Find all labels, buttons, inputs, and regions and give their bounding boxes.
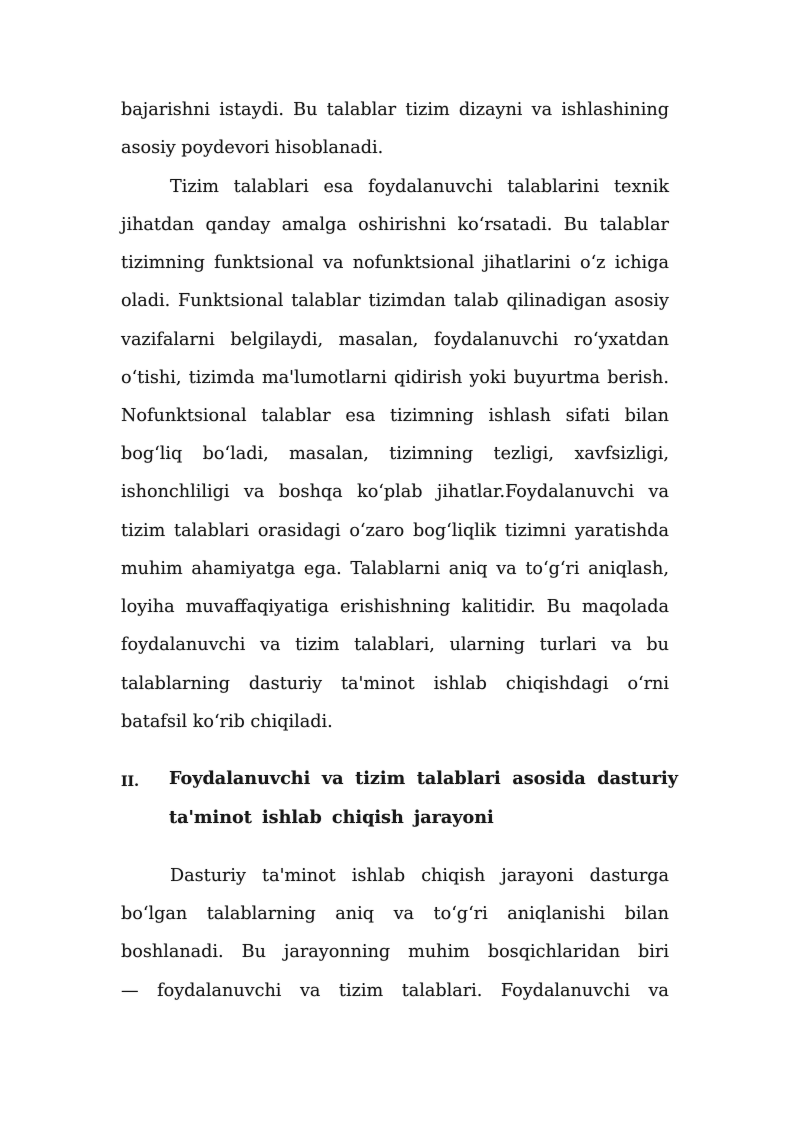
paragraph-line <box>121 443 669 465</box>
word: asosiy <box>614 291 669 311</box>
word: talablari <box>174 521 250 541</box>
word: ko‘rsatadi. <box>457 215 553 235</box>
word: Funktsional <box>178 291 284 311</box>
word: dasturga <box>589 866 669 886</box>
word: ta'minot <box>262 866 336 886</box>
paragraph-line <box>121 329 669 351</box>
word: talablari <box>233 177 309 197</box>
word: talablarning <box>121 674 231 694</box>
word: — <box>121 981 139 1001</box>
word: ta'minot <box>340 674 415 694</box>
word: chiqishdagi <box>505 674 609 694</box>
word: Dasturiy <box>170 866 247 886</box>
paragraph-line: batafsil ko‘rib chiqiladi. <box>121 712 333 732</box>
paragraph-line <box>121 903 669 925</box>
word: asosida <box>512 768 586 789</box>
paragraph-line: asosiy poydevori hisoblanadi. <box>121 138 384 158</box>
section-title-line: ta'minot ishlab chiqish jarayoni <box>169 807 494 828</box>
word: talablar <box>599 215 669 235</box>
paragraph-line <box>170 865 669 887</box>
word: tizimning <box>389 406 474 426</box>
word: talablari, <box>354 635 435 655</box>
word: xavfsizligi, <box>574 444 669 464</box>
word: ahamiyatga <box>191 559 296 579</box>
word: tizimdan <box>368 291 446 311</box>
word: foydalanuvchi <box>157 981 282 1001</box>
word: o‘tishi, <box>121 368 182 388</box>
word: ularning <box>449 635 525 655</box>
word: Foydalanuvchi <box>169 768 311 789</box>
word: bog‘liqlik <box>413 521 497 541</box>
word: Talablarni <box>350 559 441 579</box>
word: esa <box>345 406 376 426</box>
word: sifati <box>565 406 610 426</box>
paragraph-line <box>121 99 669 121</box>
word: o‘rni <box>627 674 669 694</box>
word: talablar <box>326 100 397 120</box>
word: va <box>321 768 344 789</box>
word: dasturiy <box>248 674 323 694</box>
word: yoki <box>469 368 507 388</box>
word: tizim <box>338 981 384 1001</box>
word: ro‘yxatdan <box>573 330 669 350</box>
word: yaratishda <box>574 521 669 541</box>
word: ishonchliligi <box>121 482 230 502</box>
paragraph-line <box>121 941 669 963</box>
word: muhim <box>408 942 470 962</box>
word: aniqlash, <box>588 559 669 579</box>
word: talablarning <box>206 904 316 924</box>
word: ega. <box>303 559 342 579</box>
word: foydalanuvchi <box>368 177 493 197</box>
word: chiqish <box>421 866 486 886</box>
word: Tizim <box>170 177 219 197</box>
word: muhim <box>121 559 183 579</box>
word: esa <box>323 177 354 197</box>
word: buyurtma <box>513 368 601 388</box>
word: bosqichlaridan <box>487 942 621 962</box>
word: masalan, <box>289 444 369 464</box>
word: jarayoni <box>501 866 574 886</box>
word: dasturiy <box>597 768 678 789</box>
word: va <box>611 635 632 655</box>
paragraph-line <box>121 520 669 542</box>
paragraph-line <box>121 673 669 695</box>
word: o‘zaro <box>349 521 405 541</box>
word: jihatlarini <box>483 253 571 273</box>
word: ma'lumotlarni <box>261 368 387 388</box>
word: va <box>496 559 517 579</box>
word: va <box>393 904 414 924</box>
word: berish. <box>607 368 669 388</box>
paragraph-line <box>121 634 669 656</box>
word: belgilaydi, <box>230 330 324 350</box>
paragraph-line <box>121 481 669 503</box>
word: bog‘liq <box>121 444 183 464</box>
word: oshirishni <box>358 215 447 235</box>
word: istaydi. <box>219 100 284 120</box>
word: boshqa <box>278 482 343 502</box>
word: tizimni <box>504 521 567 541</box>
word: talablar <box>261 406 331 426</box>
word: bajarishni <box>121 100 211 120</box>
word: va <box>531 100 553 120</box>
word: tizim <box>121 521 166 541</box>
word: va <box>648 482 669 502</box>
paragraph-line <box>121 290 669 312</box>
word: to‘g‘ri <box>433 904 488 924</box>
word: foydalanuvchi <box>433 330 559 350</box>
word: tezligi, <box>493 444 555 464</box>
word: dizayni <box>458 100 523 120</box>
word: boshlanadi. <box>121 942 224 962</box>
word: bo‘ladi, <box>202 444 269 464</box>
word: talablar <box>291 291 361 311</box>
word: ichiga <box>614 253 669 273</box>
paragraph-line <box>121 405 669 427</box>
word: vazifalarni <box>121 330 215 350</box>
word: aniq <box>448 559 488 579</box>
word: qanday <box>205 215 271 235</box>
word: va <box>243 482 265 502</box>
word: va <box>299 981 321 1001</box>
word: bu <box>646 635 669 655</box>
word: bilan <box>624 904 669 924</box>
word: Nofunktsional <box>121 406 247 426</box>
paragraph-line <box>121 558 669 580</box>
word: muvaffaqiyatiga <box>185 597 329 617</box>
word: talab <box>453 291 499 311</box>
word: biri <box>638 942 669 962</box>
word: Bu <box>546 597 571 617</box>
word: tizimning <box>389 444 474 464</box>
word: tizimning <box>121 253 205 273</box>
paragraph-line <box>121 214 669 236</box>
word: Bu <box>293 100 318 120</box>
word: amalga <box>281 215 347 235</box>
word: to‘g‘ri <box>525 559 580 579</box>
word: Bu <box>563 215 589 235</box>
word: talablarini <box>507 177 600 197</box>
word: ishlab <box>433 674 487 694</box>
word: turlari <box>539 635 597 655</box>
word: jarayonning <box>283 942 391 962</box>
paragraph-line <box>170 176 669 198</box>
word: bo‘lgan <box>121 904 188 924</box>
word: tizim <box>405 100 450 120</box>
word: ko‘plab <box>357 482 423 502</box>
word: o‘z <box>579 253 606 273</box>
word: nofunktsional <box>352 253 475 273</box>
word: orasidagi <box>257 521 341 541</box>
word: bilan <box>624 406 669 426</box>
word: talablari <box>416 768 501 789</box>
word: ishlashining <box>561 100 669 120</box>
word: maqolada <box>582 597 669 617</box>
paragraph-line <box>121 367 669 389</box>
word: erishishning <box>340 597 451 617</box>
word: loyiha <box>121 597 175 617</box>
word: kalitidir. <box>461 597 536 617</box>
word: funktsional <box>214 253 314 273</box>
paragraph-line <box>121 596 669 618</box>
section-number: II. <box>121 774 139 790</box>
word: qidirish <box>394 368 463 388</box>
word: ishlash <box>488 406 551 426</box>
word: talablari. <box>401 981 483 1001</box>
word: qilinadigan <box>506 291 607 311</box>
word: texnik <box>613 177 669 197</box>
word: va <box>323 253 344 273</box>
word: tizimda <box>188 368 255 388</box>
word: masalan, <box>338 330 419 350</box>
word: jihatlar.Foydalanuvchi <box>436 482 635 502</box>
word: jihatdan <box>121 215 195 235</box>
word: aniqlanishi <box>507 904 606 924</box>
word: foydalanuvchi <box>121 635 246 655</box>
paragraph-line <box>121 252 669 274</box>
word: tizim <box>295 635 340 655</box>
word: oladi. <box>121 291 171 311</box>
word: tizim <box>355 768 406 789</box>
word: Foydalanuvchi <box>500 981 630 1001</box>
word: aniq <box>335 904 375 924</box>
paragraph-line <box>121 980 669 1002</box>
word: Bu <box>241 942 266 962</box>
word: va <box>648 981 669 1001</box>
word: ishlab <box>351 866 406 886</box>
section-title-line <box>169 768 678 790</box>
word: va <box>260 635 281 655</box>
